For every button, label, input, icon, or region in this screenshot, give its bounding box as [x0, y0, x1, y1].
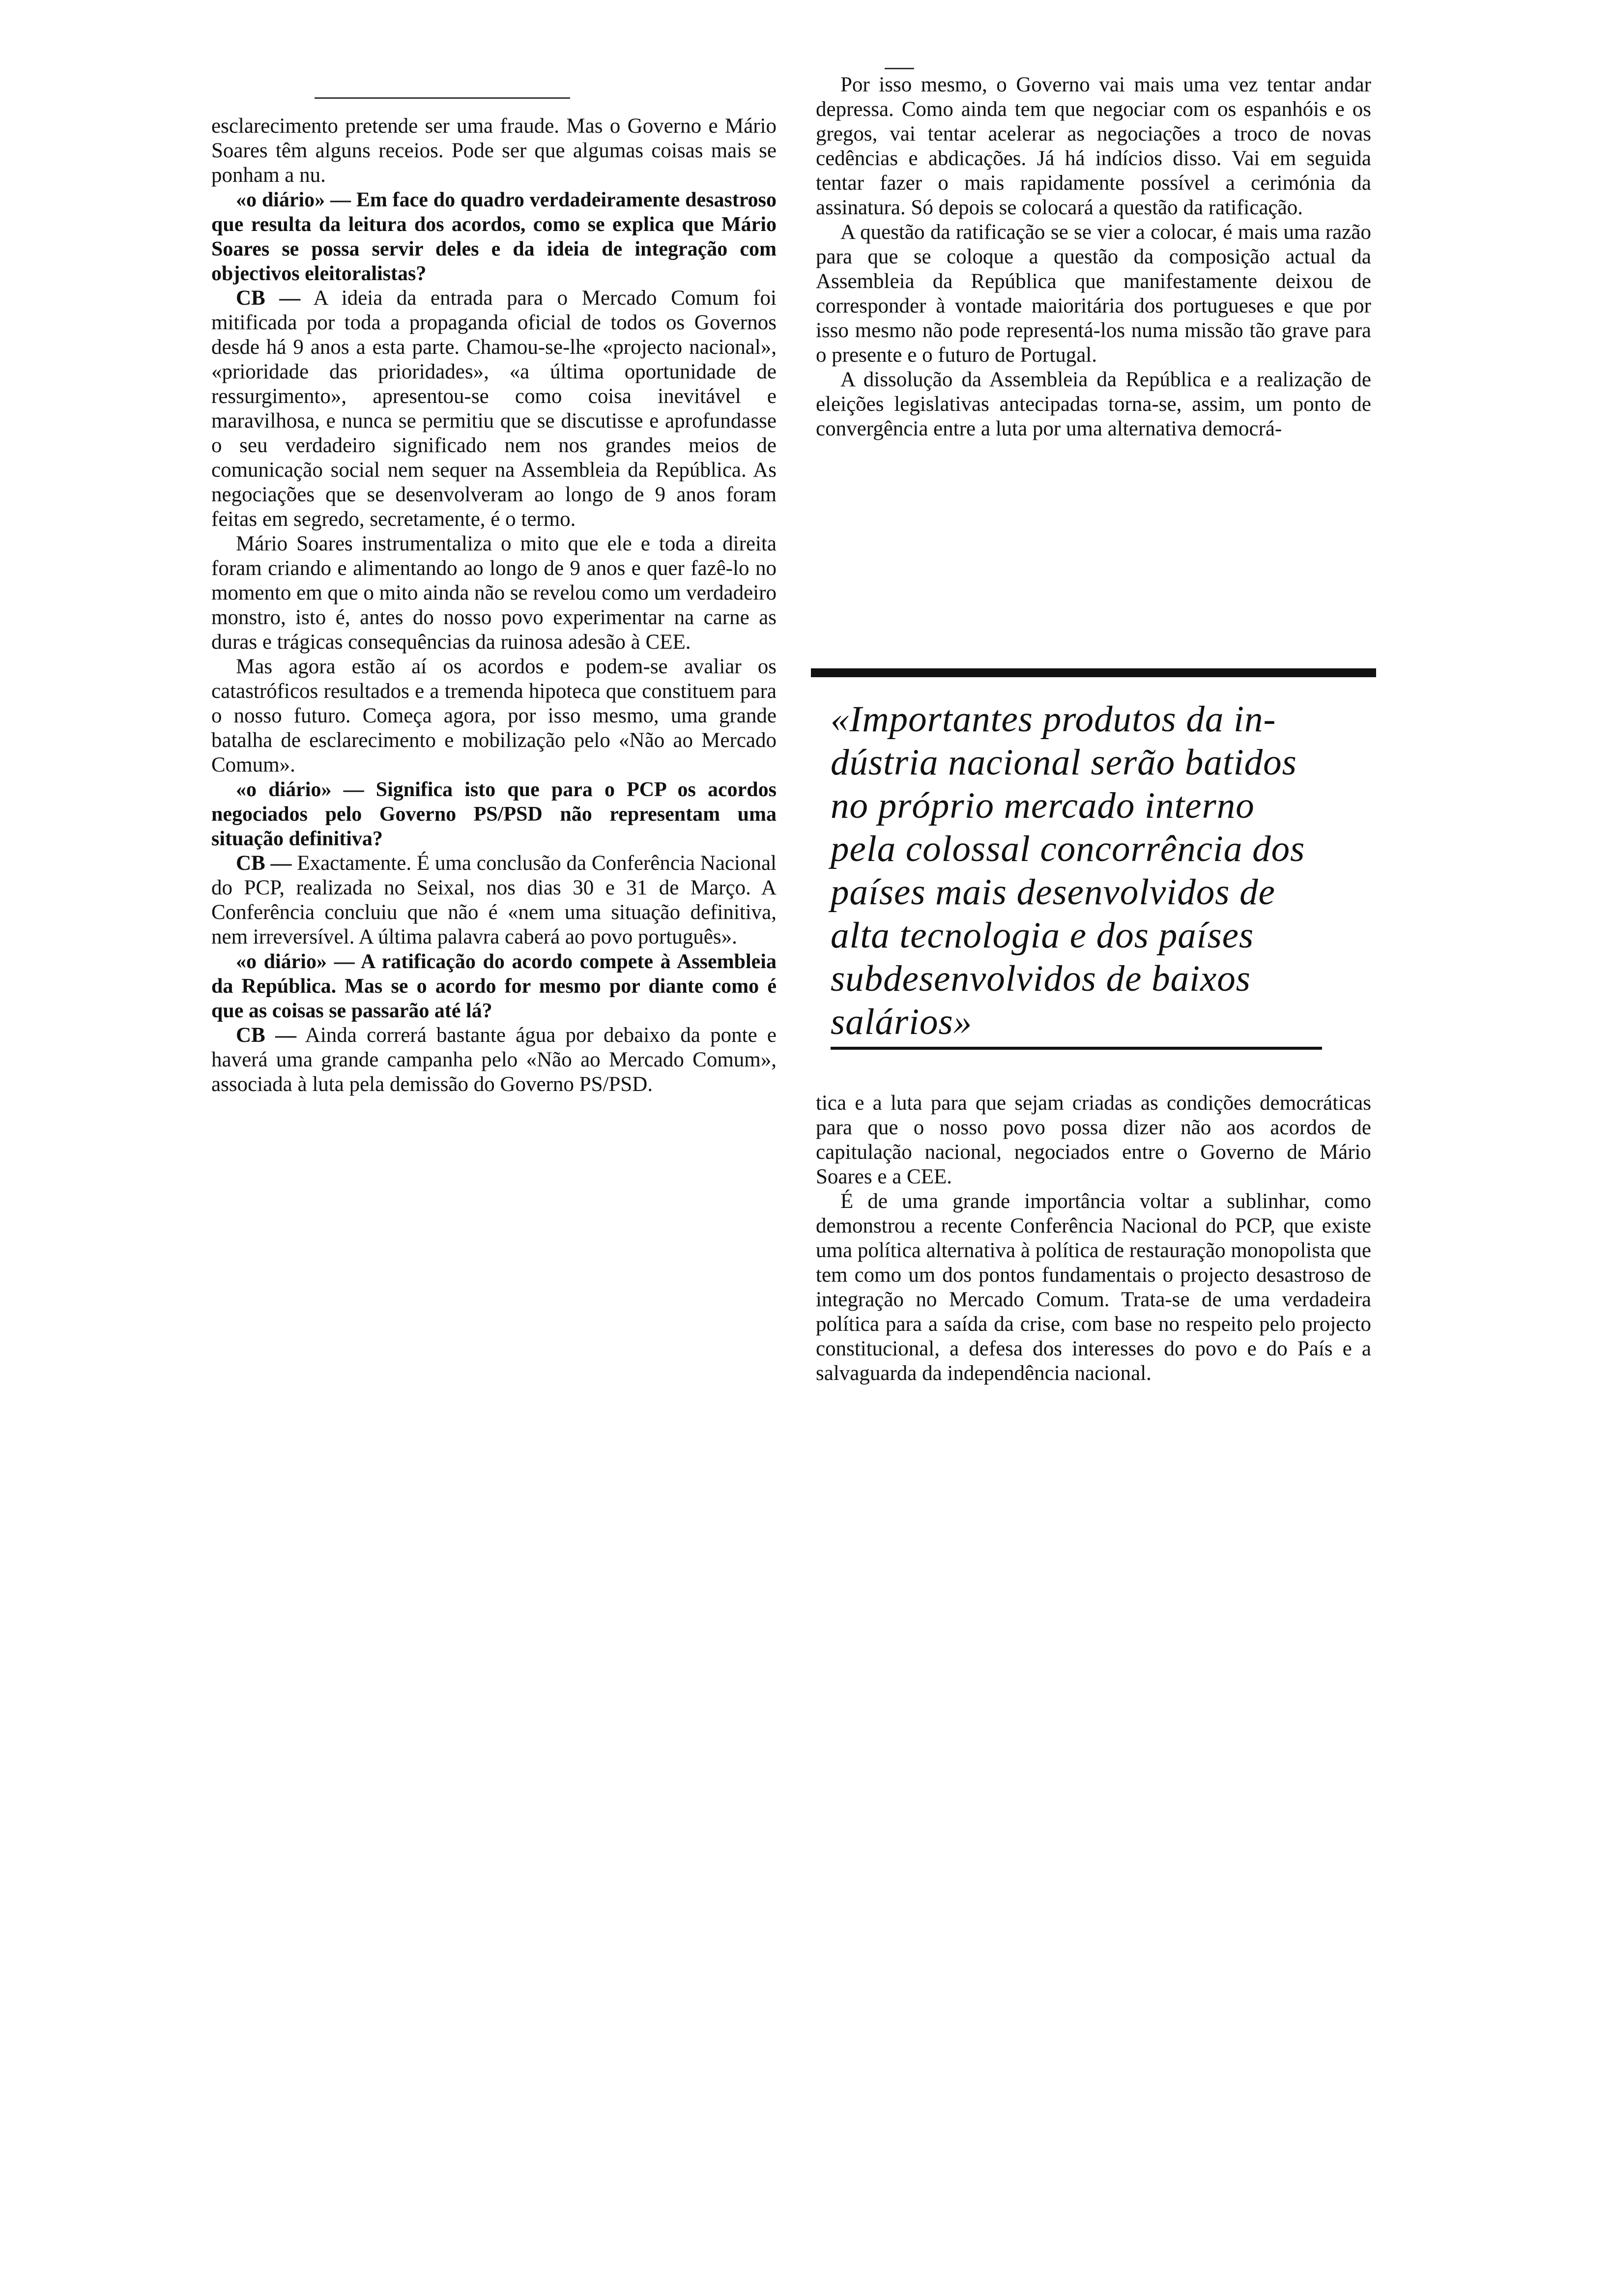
column-top-mark	[885, 68, 914, 69]
left-question-2	[211, 777, 777, 851]
left-paragraph-5-text: Mas agora estão aí os acordos e podem-se avaliar os catastróficos resultados e a tremenda hipoteca que constituem para o nosso futuro. Começa agora, por isso mesmo, uma grande batalha de esclarecimento e mobilização pelo «Não ao Mercado Comum».	[211, 655, 777, 776]
pull-quote-line: salários»	[831, 1002, 973, 1042]
left-question-3-text: A ratificação do acordo compete à Assembleia da República. Mas se o acordo for mesmo por diante como é que as coisas se passarão até lá?	[211, 950, 777, 1022]
pull-quote-line: no próprio mercado interno	[831, 785, 1255, 826]
left-paragraph-4	[211, 532, 777, 655]
left-answer-3	[211, 1023, 777, 1097]
left-question-1	[211, 188, 777, 286]
left-answer-1-text: A ideia da entrada para o Mercado Comum foi mitificada por toda a propaganda oficial de todos os Governos desde há 9 anos a esta parte. Chamou-se-lhe «projecto nacional», «prioridade das prioridades», «a última oportunidade de ressurgimento», apresentou-se como coisa inevitável e maravilhosa, e nunca se permitiu que se discutisse e aprofundasse o seu verdadeiro significado nem nos grandes meios de comunicação social nem sequer na Assembleia da República. As negociações que se desenvolveram ao longo de 9 anos foram feitas em segredo, secretamente, é o termo.	[211, 287, 777, 531]
pull-quote-bottom-rule	[831, 1047, 1322, 1050]
right-paragraph-4: tica e a luta para que sejam criadas as condições democráticas para que o nosso povo possa dizer não aos acordos de capitulação nacional, negociados entre o Governo de Mário Soares e a CEE.	[816, 1091, 1371, 1188]
left-column	[211, 114, 777, 1097]
pull-quote-line: «Importantes produtos da in-	[831, 699, 1276, 740]
right-paragraph-3: A dissolução da Assembleia da República e a realização de eleições legislativas antecipadas torna-se, assim, um ponto de convergência entre a luta por uma alternativa democrá-	[816, 368, 1371, 440]
right-paragraph-2: A questão da ratificação se se vier a colocar, é mais uma razão para que se coloque a questão da composição actual da Assembleia da República que manifestamente deixou de corresponder à vontade maioritária dos portugueses e que por isso mesmo não pode representá-los numa missão tão grave para o presente e o futuro de Portugal.	[816, 221, 1371, 367]
left-answer-2	[211, 851, 777, 949]
right-column-top	[816, 73, 1371, 441]
pull-quote-top-rule	[811, 668, 1376, 677]
column-top-rule	[315, 97, 570, 99]
left-paragraph-4-text: Mário Soares instrumentaliza o mito que ele e toda a direita foram criando e alimentando ao longo de 9 anos e quer fazê-lo no momento em que o mito ainda não se revelou como um verdadeiro monstro, isto é, antes do nosso povo experimentar na carne as duras e trágicas consequências da ruinosa adesão à CEE.	[211, 532, 777, 654]
left-answer-1	[211, 286, 777, 532]
right-paragraph-5: É de uma grande importância voltar a sublinhar, como demonstrou a recente Conferência Nacional do PCP, que existe uma política alternativa à política de restauração monopolista que tem como um dos pontos fundamentais o projecto desastroso de integração no Mercado Comum. Trata-se de uma verdadeira política para a saída da crise, com base no respeito pelo projecto constitucional, a defesa dos interesses do povo e do País e a salvaguarda da independência nacional.	[816, 1190, 1371, 1385]
pull-quote	[831, 698, 1361, 1044]
pull-quote-box	[811, 668, 1376, 1052]
pull-quote-line: alta tecnologia e dos países	[831, 915, 1254, 956]
pull-quote-line: dústria nacional serão batidos	[831, 742, 1297, 783]
left-question-3	[211, 949, 777, 1023]
pull-quote-line: países mais desenvolvidos de	[831, 872, 1275, 913]
left-answer-2-text: Exactamente. É uma conclusão da Conferência Nacional do PCP, realizada no Seixal, nos dias 30 e 31 de Março. A Conferência concluiu que não é «nem uma situação definitiva, nem irreversível. A última palavra caberá ao povo português».	[211, 852, 777, 948]
left-question-2-text: Significa isto que para o PCP os acordos negociados pelo Governo PS/PSD não representam uma situação definitiva?	[211, 778, 777, 850]
right-column-bottom	[816, 1091, 1371, 1386]
answer-speaker: CB —	[236, 287, 301, 310]
left-paragraph-1	[211, 114, 777, 188]
answer-speaker: CB —	[236, 1024, 296, 1047]
pull-quote-line: pela colossal concorrência dos	[831, 829, 1305, 869]
question-speaker: «o diário» —	[236, 950, 355, 973]
left-answer-3-text: Ainda correrá bastante água por debaixo da ponte e haverá uma grande campanha pelo «Não ao Mercado Comum», associada à luta pela demissão do Governo PS/PSD.	[211, 1024, 777, 1096]
left-paragraph-1-text: esclarecimento pretende ser uma fraude. Mas o Governo e Mário Soares têm alguns receios. Pode ser que algumas coisas mais se ponham a nu.	[211, 115, 777, 187]
pull-quote-line: subdesenvolvidos de baixos	[831, 958, 1251, 999]
question-speaker: «o diário» —	[236, 189, 351, 211]
left-paragraph-5	[211, 655, 777, 777]
left-question-1-text: Em face do quadro verdadeiramente desastroso que resulta da leitura dos acordos, como se explica que Mário Soares se possa servir deles e da ideia de integração com objectivos eleitoralistas?	[211, 189, 777, 285]
right-paragraph-1: Por isso mesmo, o Governo vai mais uma vez tentar andar depressa. Como ainda tem que negociar com os espanhóis e os gregos, vai tentar acelerar as negociações a troco de novas cedências e abdicações. Já há indícios disso. Vai em seguida tentar fazer o mais rapidamente possível a cerimónia da assinatura. Só depois se colocará a questão da ratificação.	[816, 73, 1371, 219]
question-speaker: «o diário» —	[236, 778, 364, 801]
answer-speaker: CB —	[236, 852, 292, 875]
